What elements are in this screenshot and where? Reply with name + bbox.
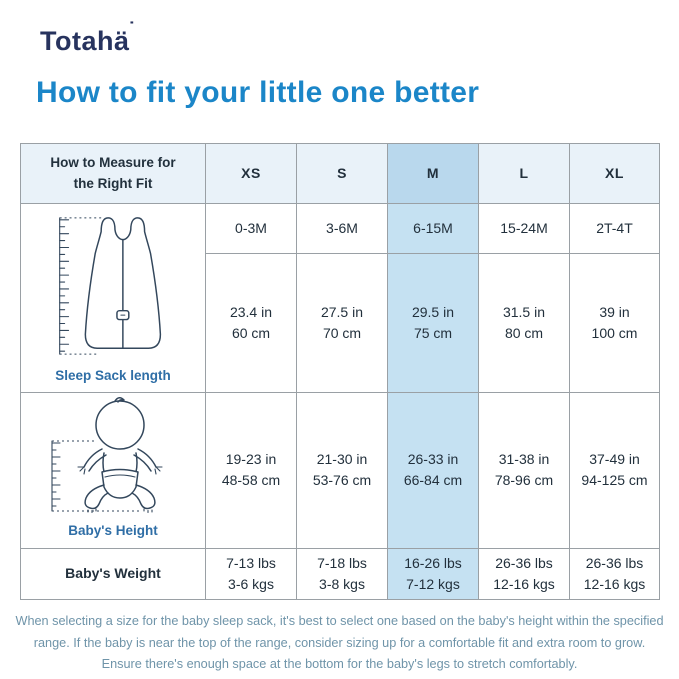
corner-header-line1: How to Measure for xyxy=(50,155,176,171)
weight-cell-s xyxy=(297,548,388,599)
length-in: 23.4 in xyxy=(229,304,273,321)
height-cm: 48-58 cm xyxy=(221,472,281,489)
weight-kgs: 7-12 kgs xyxy=(406,575,460,592)
length-in: 31.5 in xyxy=(502,304,546,321)
age-cell-s: 3-6M xyxy=(297,204,388,254)
height-cell-s xyxy=(297,393,388,548)
height-cell-l xyxy=(479,393,570,548)
baby-height-cell xyxy=(21,393,206,548)
note-line3: Ensure there's enough space at the bottom for the baby's legs to stretch comfortably. xyxy=(101,657,578,672)
weight-lbs: 16-26 lbs xyxy=(404,554,462,571)
height-cell-m xyxy=(388,393,479,548)
note-line2: range. If the baby is near the top of the range, consider sizing up for a comfortable fit and extra room to grow. xyxy=(33,635,646,650)
height-cell-xl xyxy=(570,393,660,548)
height-in: 37-49 in xyxy=(589,451,640,468)
age-cell-xl: 2T-4T xyxy=(570,204,660,254)
length-cell-xs xyxy=(206,254,297,393)
height-in: 19-23 in xyxy=(225,451,277,468)
length-cm: 75 cm xyxy=(413,325,453,342)
length-cm: 70 cm xyxy=(322,325,362,342)
sleep-sack-length-cell xyxy=(21,204,206,393)
weight-kgs: 3-6 kgs xyxy=(228,575,274,592)
weight-lbs: 7-13 lbs xyxy=(226,554,276,571)
corner-header xyxy=(21,144,206,204)
height-in: 21-30 in xyxy=(316,451,368,468)
baby-weight-label: Baby's Weight xyxy=(21,548,206,599)
weight-cell-xs xyxy=(206,548,297,599)
length-cm: 80 cm xyxy=(504,325,544,342)
size-header-xl: XL xyxy=(570,144,660,204)
note-line1: When selecting a size for the baby sleep sack, it's best to select one based on the baby's height within the specified xyxy=(15,614,664,628)
baby-illustration xyxy=(38,397,188,519)
length-cm: 60 cm xyxy=(231,325,271,342)
weight-lbs: 26-36 lbs xyxy=(585,554,644,571)
weight-kgs: 3-8 kgs xyxy=(319,575,365,592)
weight-cell-xl xyxy=(570,548,660,599)
weight-lbs: 26-36 lbs xyxy=(495,554,553,571)
size-header-s: S xyxy=(297,144,388,204)
height-cm: 94-125 cm xyxy=(581,472,648,489)
size-header-m: M xyxy=(388,144,479,204)
length-cell-m xyxy=(388,254,479,393)
length-cell-s xyxy=(297,254,388,393)
sleep-sack-illustration xyxy=(37,208,189,364)
size-header-l: L xyxy=(479,144,570,204)
age-cell-m: 6-15M xyxy=(388,204,479,254)
weight-lbs: 7-18 lbs xyxy=(317,554,367,571)
sleep-sack-length-label: Sleep Sack length xyxy=(55,368,171,383)
height-cm: 53-76 cm xyxy=(312,472,372,489)
length-cm: 100 cm xyxy=(591,325,638,342)
corner-header-line2: the Right Fit xyxy=(73,175,153,191)
height-cell-xs xyxy=(206,393,297,548)
baby-height-label: Baby's Height xyxy=(68,523,158,539)
length-in: 29.5 in xyxy=(411,304,455,321)
length-cell-xl xyxy=(570,254,660,393)
age-cell-xs: 0-3M xyxy=(206,204,297,254)
height-in: 31-38 in xyxy=(498,451,550,468)
size-chart-table xyxy=(20,143,660,600)
weight-cell-m xyxy=(388,548,479,599)
weight-kgs: 12-16 kgs xyxy=(493,575,555,592)
brand-logo-text: Totahä xyxy=(40,26,130,56)
size-selection-note xyxy=(0,611,679,676)
length-in: 27.5 in xyxy=(320,304,364,321)
brand-logo: Totahä˙ xyxy=(40,19,136,56)
size-header-xs: XS xyxy=(206,144,297,204)
height-in: 26-33 in xyxy=(407,451,459,468)
height-cm: 78-96 cm xyxy=(494,472,554,489)
height-cm: 66-84 cm xyxy=(403,472,463,489)
page-title: How to fit your little one better xyxy=(36,76,480,109)
weight-kgs: 12-16 kgs xyxy=(583,575,646,592)
age-cell-l: 15-24M xyxy=(479,204,570,254)
length-in: 39 in xyxy=(599,304,630,321)
length-cell-l xyxy=(479,254,570,393)
weight-cell-l xyxy=(479,548,570,599)
